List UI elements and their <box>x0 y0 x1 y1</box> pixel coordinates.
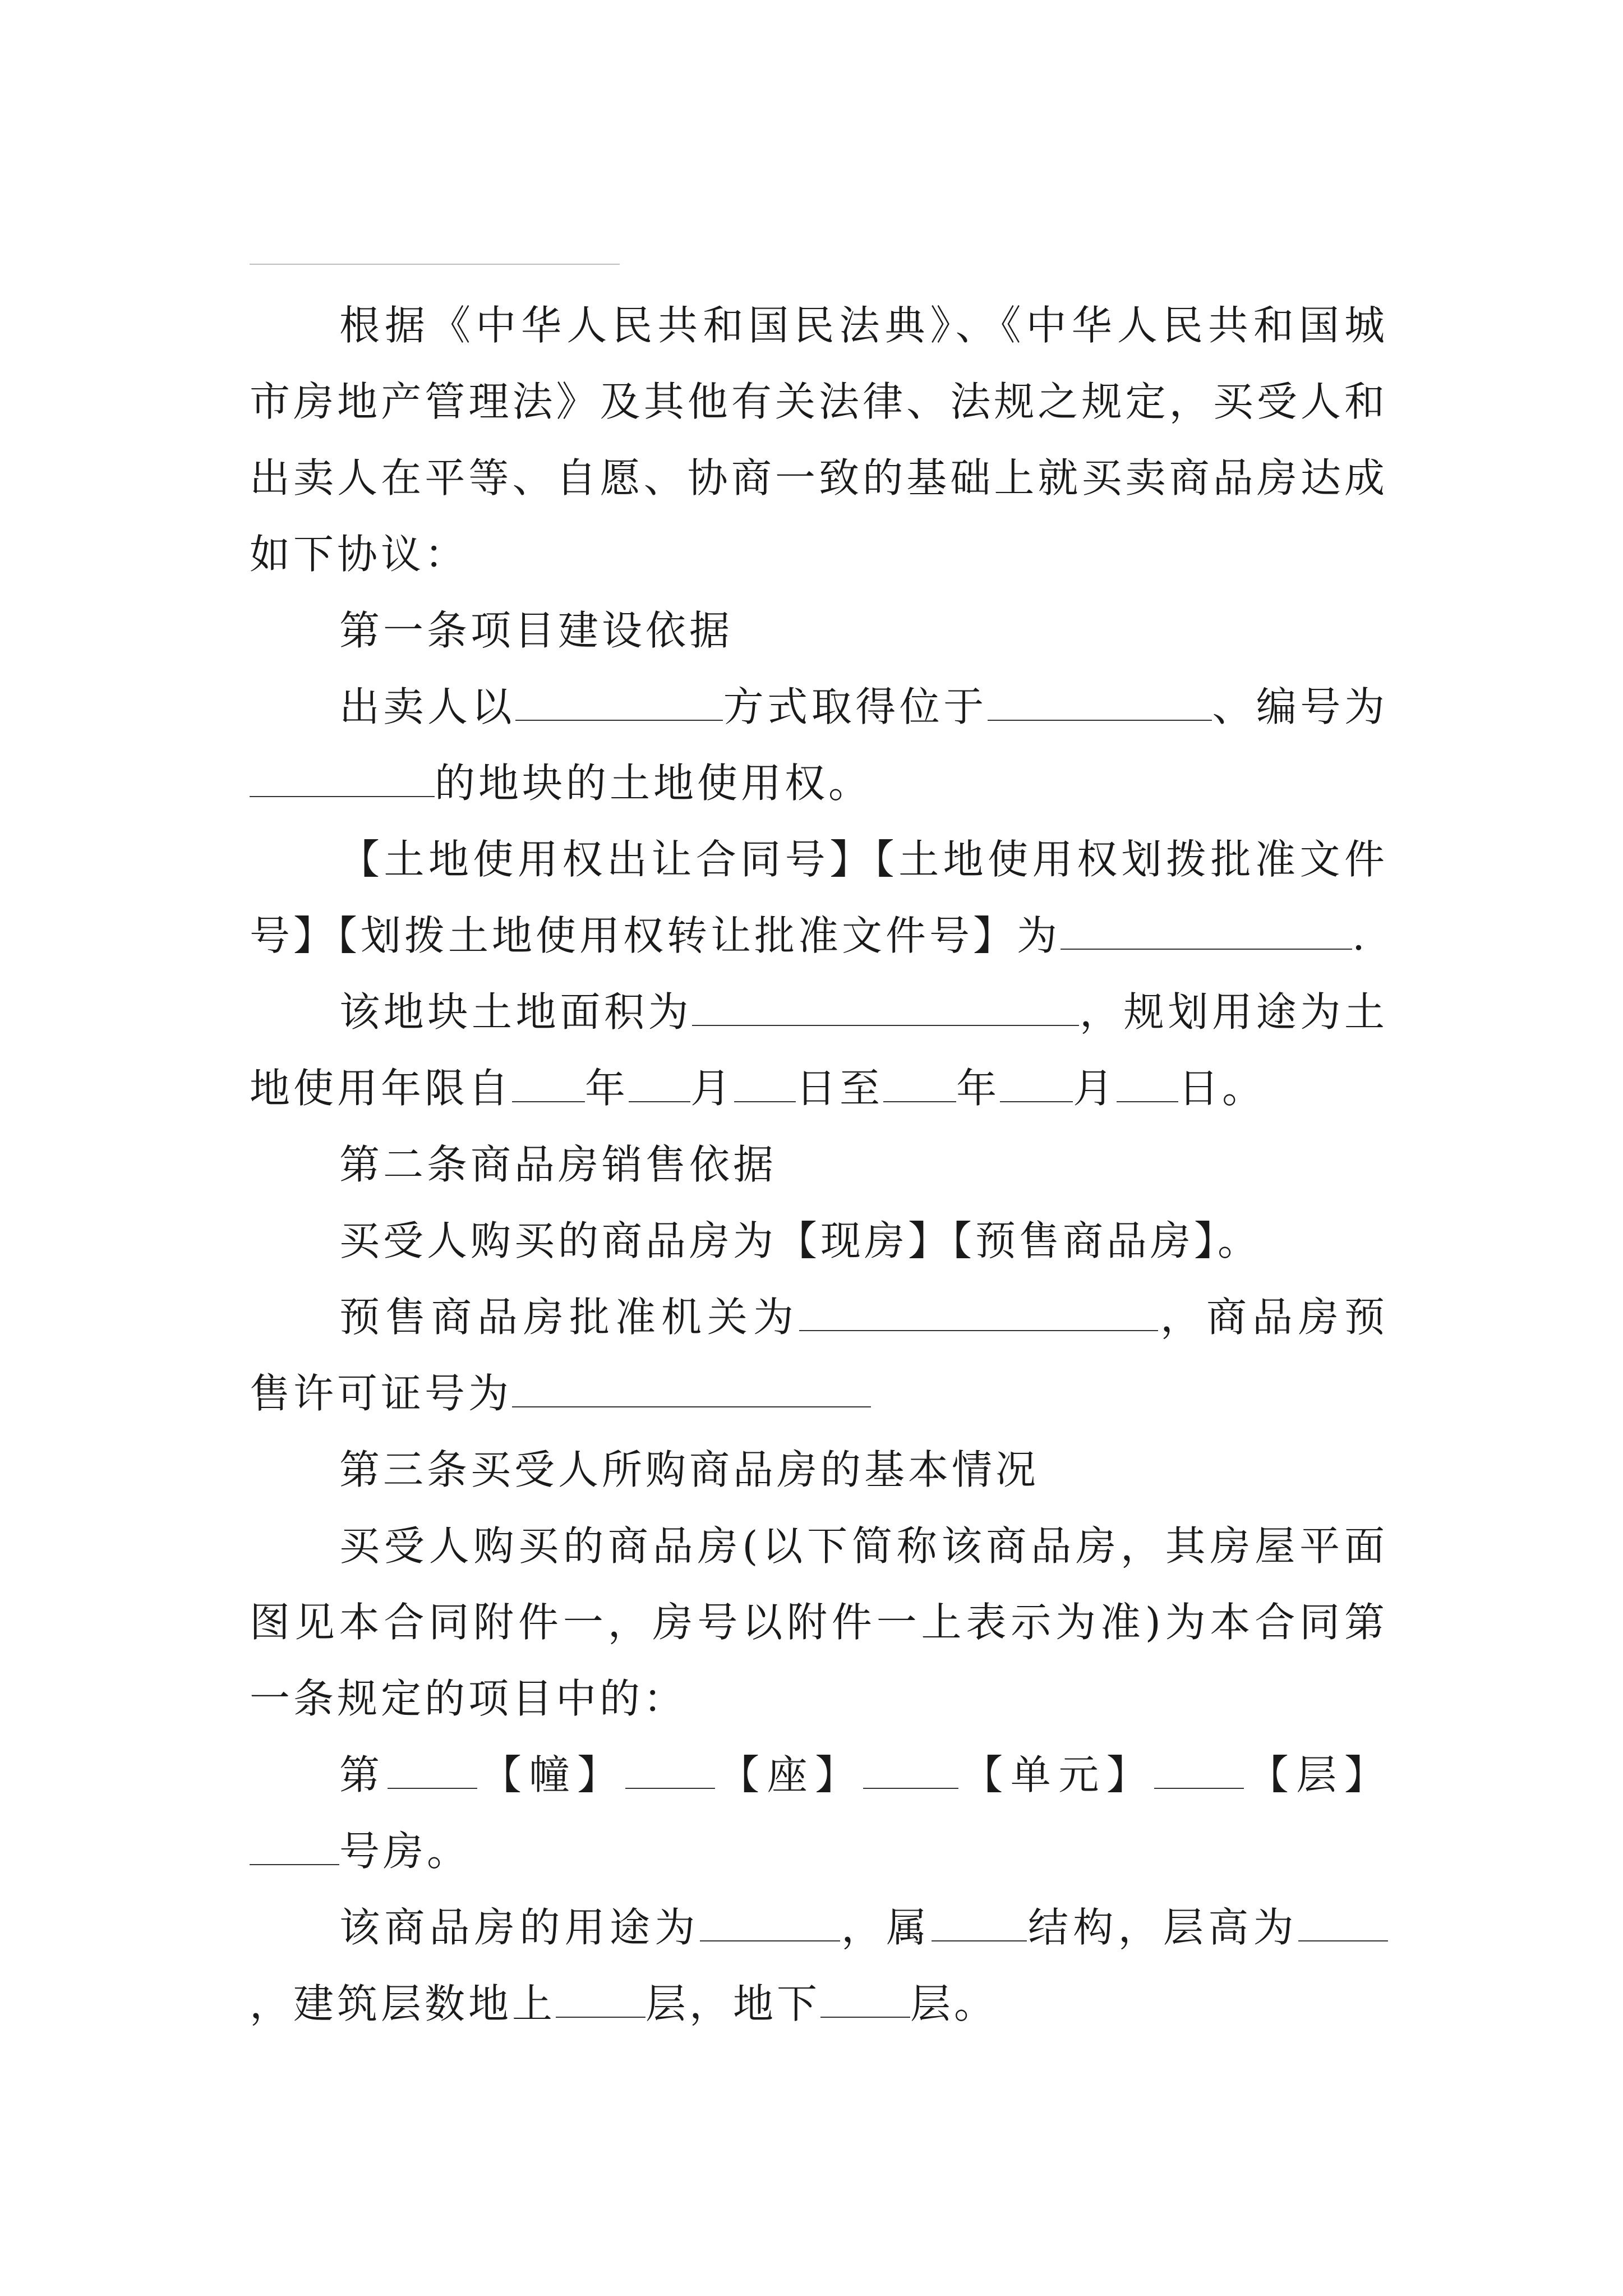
end-day-blank[interactable] <box>1117 1068 1178 1102</box>
article1-p3-text-b: ，规划用途为土地使用年限自 <box>250 988 1388 1112</box>
unit-number-blank[interactable] <box>863 1754 958 1789</box>
floors-above-blank[interactable] <box>556 1983 645 2018</box>
land-area-blank[interactable] <box>692 991 1079 1026</box>
contract-body <box>250 287 1388 2042</box>
intro-paragraph <box>250 287 1388 592</box>
start-year-blank[interactable] <box>512 1068 585 1102</box>
article3-p3-text-e: 层，地下 <box>645 1980 821 2027</box>
approval-authority-blank[interactable] <box>799 1296 1158 1331</box>
article1-p3-text-c: 年 <box>585 1065 629 1112</box>
article3-p3-text-b: ，属 <box>840 1904 932 1951</box>
article3-title <box>250 1432 1388 1508</box>
article1-p3-text-e: 日至 <box>796 1065 884 1112</box>
article1-p3-text-a: 该地块土地面积为 <box>339 988 693 1036</box>
article1-p2-text-a: 【土地使用权出让合同号】【土地使用权划拨批准文件号】【划拨土地使用权转让批准文件号】为 <box>250 836 1388 959</box>
article3-p3-text-c: 结构，层高为 <box>1026 1904 1298 1951</box>
floors-below-blank[interactable] <box>820 1983 910 2018</box>
article1-p1-text-d: 的地块的土地使用权。 <box>435 760 873 807</box>
article1-land-paragraph <box>250 669 1388 821</box>
article3-p2-text-c: 【座】 <box>714 1751 863 1798</box>
article1-title <box>250 592 1388 669</box>
floor-number-blank[interactable] <box>1154 1754 1244 1789</box>
article1-contract-number-paragraph <box>250 821 1388 974</box>
article3-p2-text-a: 第 <box>339 1751 388 1798</box>
article3-description-paragraph <box>250 1508 1388 1737</box>
article2-p2-text-a: 预售商品房批准机关为 <box>339 1294 799 1341</box>
floor-height-blank[interactable] <box>1298 1907 1388 1941</box>
article1-p3-text-h: 日。 <box>1178 1065 1266 1112</box>
article2-approval-paragraph <box>250 1279 1388 1432</box>
article1-p1-text-b: 方式取得位于 <box>723 683 988 730</box>
article3-unit-paragraph <box>250 1737 1388 1889</box>
article3-p2-text-d: 【单元】 <box>958 1751 1155 1798</box>
article3-p2-text-f: 号房。 <box>339 1828 471 1875</box>
contract-number-blank[interactable] <box>1061 915 1352 950</box>
parcel-number-blank[interactable] <box>250 762 435 797</box>
end-month-blank[interactable] <box>1000 1068 1073 1102</box>
article2-title-text: 第二条商品房销售依据 <box>339 1141 777 1188</box>
article3-p3-text-f: 层。 <box>910 1980 998 2027</box>
usage-blank[interactable] <box>700 1907 840 1941</box>
intro-text: 根据《中华人民共和国民法典》、《中华人民共和国城市房地产管理法》及其他有关法律、法规之规定，买受人和出卖人在平等、自愿、协商一致的基础上就买卖商品房达成如下协议： <box>250 302 1388 578</box>
article2-p1-text: 买受人购买的商品房为【现房】【预售商品房】。 <box>339 1217 1262 1264</box>
start-day-blank[interactable] <box>734 1068 796 1102</box>
article1-p1-text-c: 、编号为 <box>1211 683 1388 730</box>
article3-p2-text-b: 【幢】 <box>477 1751 625 1798</box>
article3-p2-text-e: 【层】 <box>1244 1751 1388 1798</box>
article1-p3-text-g: 月 <box>1073 1065 1117 1112</box>
article3-title-text: 第三条买受人所购商品房的基本情况 <box>339 1446 1040 1493</box>
article1-area-paragraph <box>250 974 1388 1126</box>
structure-type-blank[interactable] <box>932 1907 1027 1941</box>
building-number-blank[interactable] <box>388 1754 477 1789</box>
room-number-blank[interactable] <box>250 1830 339 1865</box>
end-year-blank[interactable] <box>883 1068 956 1102</box>
location-blank[interactable] <box>988 686 1212 721</box>
article1-p1-text-a: 出卖人以 <box>339 683 516 730</box>
article2-title <box>250 1126 1388 1203</box>
start-month-blank[interactable] <box>629 1068 690 1102</box>
article1-p3-text-d: 月 <box>690 1065 735 1112</box>
article2-p2-text-b: ，商品房预售许可证号为 <box>250 1294 1388 1417</box>
article3-p3-text-a: 该商品房的用途为 <box>339 1904 700 1951</box>
article3-p3-text-d: ，建筑层数地上 <box>250 1980 556 2027</box>
article1-p3-text-f: 年 <box>956 1065 1000 1112</box>
header-rule <box>250 264 620 265</box>
article1-p2-text-b: . <box>1352 912 1368 959</box>
article1-title-text: 第一条项目建设依据 <box>339 607 734 654</box>
article3-p1-text: 买受人购买的商品房(以下简称该商品房，其房屋平面图见本合同附件一，房号以附件一上表示为准)为本合同第一条规定的项目中的： <box>250 1522 1388 1722</box>
block-number-blank[interactable] <box>625 1754 715 1789</box>
acquisition-method-blank[interactable] <box>515 686 723 721</box>
article3-structure-paragraph <box>250 1889 1388 2042</box>
article2-house-type-paragraph <box>250 1203 1388 1279</box>
presale-permit-blank[interactable] <box>512 1373 871 1407</box>
